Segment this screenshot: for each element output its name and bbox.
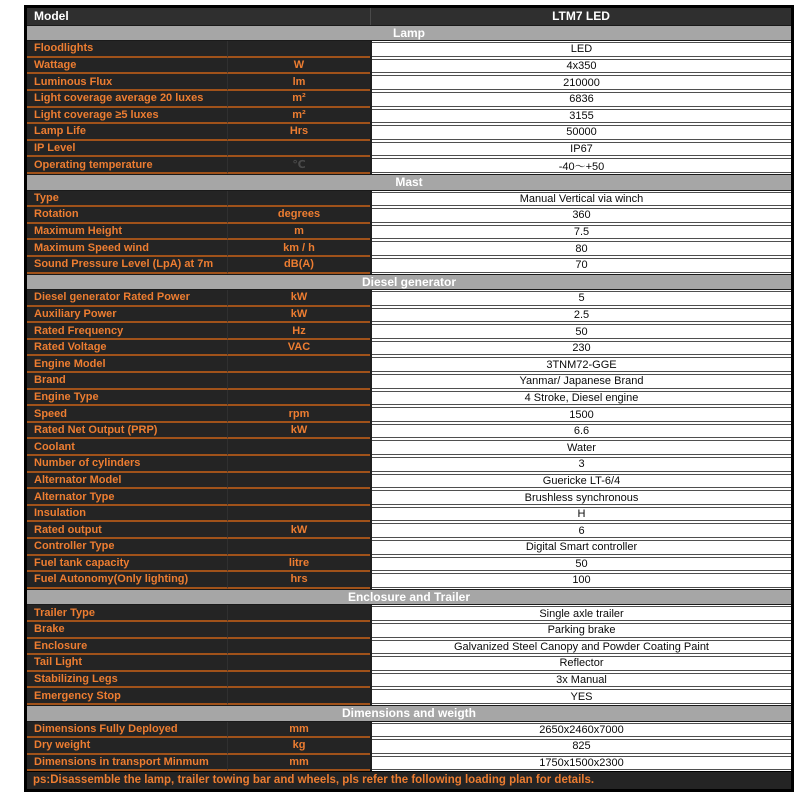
spec-value-cell <box>370 406 791 423</box>
spec-row <box>27 356 791 373</box>
spec-unit: W <box>227 58 370 75</box>
spec-value: Digital Smart controller <box>372 540 791 555</box>
spec-label: Fuel Autonomy(Only lighting) <box>27 572 227 589</box>
spec-value: 100 <box>372 573 791 588</box>
spec-value: 4 Stroke, Diesel engine <box>372 391 791 406</box>
spec-label: Rated output <box>27 522 227 539</box>
spec-row <box>27 406 791 423</box>
spec-value-cell <box>370 489 791 506</box>
spec-value-cell <box>370 340 791 357</box>
spec-unit: dB(A) <box>227 257 370 274</box>
section-header: Lamp <box>27 25 791 42</box>
spec-label: Diesel generator Rated Power <box>27 290 227 307</box>
spec-value-cell <box>370 572 791 589</box>
spec-value: 825 <box>372 739 791 754</box>
spec-value-cell <box>370 257 791 274</box>
spec-value: 50 <box>372 324 791 339</box>
spec-value: 1750x1500x2300 <box>372 756 791 771</box>
footnote: ps:Disassemble the lamp, trailer towing bar and wheels, pls refer the following loading plan for details. <box>27 771 791 788</box>
spec-label: Dimensions in transport Minmum <box>27 755 227 772</box>
spec-value: Reflector <box>372 656 791 671</box>
spec-value: 2.5 <box>372 308 791 323</box>
spec-unit <box>227 456 370 473</box>
spec-value: 6836 <box>372 92 791 107</box>
spec-label: Engine Model <box>27 356 227 373</box>
spec-label: Light coverage ≥5 luxes <box>27 108 227 125</box>
spec-label: Fuel tank capacity <box>27 556 227 573</box>
spec-label: Stabilizing Legs <box>27 672 227 689</box>
spec-row <box>27 755 791 772</box>
spec-value: 230 <box>372 341 791 356</box>
spec-label: Sound Pressure Level (LpA) at 7m <box>27 257 227 274</box>
spec-row <box>27 74 791 91</box>
spec-unit: mm <box>227 755 370 772</box>
spec-label: Brake <box>27 622 227 639</box>
spec-value: YES <box>372 689 791 704</box>
spec-value-cell <box>370 605 791 622</box>
spec-label: Speed <box>27 406 227 423</box>
spec-value: 210000 <box>372 75 791 90</box>
spec-unit: kW <box>227 307 370 324</box>
spec-row <box>27 738 791 755</box>
spec-label: Light coverage average 20 luxes <box>27 91 227 108</box>
spec-label: Enclosure <box>27 639 227 656</box>
spec-unit: km / h <box>227 240 370 257</box>
spec-value: -40～+50 <box>372 158 791 173</box>
model-row <box>27 8 791 25</box>
spec-value: 360 <box>372 208 791 223</box>
spec-table-body <box>27 25 791 772</box>
spec-value-cell <box>370 738 791 755</box>
spec-label: Operating temperature <box>27 157 227 174</box>
spec-unit: kW <box>227 423 370 440</box>
model-label: Model <box>34 9 69 24</box>
spec-row <box>27 157 791 174</box>
spec-value: 3155 <box>372 109 791 124</box>
spec-value: H <box>372 507 791 522</box>
spec-unit <box>227 41 370 58</box>
spec-label: Auxiliary Power <box>27 307 227 324</box>
spec-unit: m² <box>227 91 370 108</box>
spec-unit: ℃ <box>227 157 370 174</box>
spec-value: 50000 <box>372 125 791 140</box>
spec-unit <box>227 373 370 390</box>
spec-row <box>27 257 791 274</box>
spec-value-cell <box>370 522 791 539</box>
spec-value-cell <box>370 240 791 257</box>
spec-row <box>27 108 791 125</box>
spec-row <box>27 41 791 58</box>
spec-value-cell <box>370 473 791 490</box>
spec-value-cell <box>370 456 791 473</box>
section-header: Diesel generator <box>27 274 791 291</box>
spec-value: 4x350 <box>372 59 791 74</box>
spec-value-cell <box>370 124 791 141</box>
spec-value-cell <box>370 141 791 158</box>
spec-unit <box>227 439 370 456</box>
spec-row <box>27 622 791 639</box>
spec-value-cell <box>370 108 791 125</box>
spec-label: Dry weight <box>27 738 227 755</box>
spec-row <box>27 489 791 506</box>
spec-label: Maximum Height <box>27 224 227 241</box>
spec-label: Lamp Life <box>27 124 227 141</box>
spec-row <box>27 556 791 573</box>
spec-row <box>27 473 791 490</box>
spec-value-cell <box>370 639 791 656</box>
spec-unit: Hrs <box>227 124 370 141</box>
spec-unit: m <box>227 224 370 241</box>
spec-label: Maximum Speed wind <box>27 240 227 257</box>
spec-unit <box>227 390 370 407</box>
spec-unit <box>227 639 370 656</box>
spec-unit <box>227 506 370 523</box>
section-header: Dimensions and weigth <box>27 705 791 722</box>
spec-row <box>27 639 791 656</box>
spec-label: Type <box>27 191 227 208</box>
spec-row <box>27 124 791 141</box>
spec-value-cell <box>370 688 791 705</box>
spec-label: Tail Light <box>27 655 227 672</box>
spec-label: IP Level <box>27 141 227 158</box>
spec-row <box>27 522 791 539</box>
spec-label: Coolant <box>27 439 227 456</box>
model-value: LTM7 LED <box>370 8 791 25</box>
spec-value: 6 <box>372 523 791 538</box>
spec-value-cell <box>370 323 791 340</box>
spec-label: Luminous Flux <box>27 74 227 91</box>
spec-value-cell <box>370 373 791 390</box>
spec-value: Manual Vertical via winch <box>372 192 791 207</box>
spec-row <box>27 506 791 523</box>
spec-label: Dimensions Fully Deployed <box>27 722 227 739</box>
spec-value-cell <box>370 622 791 639</box>
spec-label: Controller Type <box>27 539 227 556</box>
spec-row <box>27 605 791 622</box>
spec-value-cell <box>370 356 791 373</box>
spec-row <box>27 688 791 705</box>
spec-value-cell <box>370 755 791 772</box>
spec-value: IP67 <box>372 142 791 157</box>
spec-value: 2650x2460x7000 <box>372 723 791 738</box>
spec-value: Yanmar/ Japanese Brand <box>372 374 791 389</box>
spec-label: Wattage <box>27 58 227 75</box>
spec-value: 5 <box>372 291 791 306</box>
spec-row <box>27 439 791 456</box>
spec-unit: rpm <box>227 406 370 423</box>
spec-value-cell <box>370 390 791 407</box>
spec-row <box>27 224 791 241</box>
spec-label: Rotation <box>27 207 227 224</box>
spec-unit <box>227 622 370 639</box>
spec-unit <box>227 489 370 506</box>
spec-unit: kW <box>227 522 370 539</box>
spec-unit: Hz <box>227 323 370 340</box>
spec-value-cell <box>370 539 791 556</box>
spec-value: 7.5 <box>372 225 791 240</box>
spec-unit <box>227 141 370 158</box>
spec-label: Rated Frequency <box>27 323 227 340</box>
spec-unit: kg <box>227 738 370 755</box>
spec-unit: degrees <box>227 207 370 224</box>
spec-unit: VAC <box>227 340 370 357</box>
spec-value-cell <box>370 423 791 440</box>
spec-row <box>27 323 791 340</box>
spec-unit <box>227 473 370 490</box>
spec-value: 50 <box>372 557 791 572</box>
spec-label: Floodlights <box>27 41 227 58</box>
spec-value: LED <box>372 42 791 57</box>
spec-row <box>27 141 791 158</box>
spec-row <box>27 539 791 556</box>
spec-unit: mm <box>227 722 370 739</box>
spec-sheet <box>24 5 794 792</box>
spec-value: 3TNM72-GGE <box>372 357 791 372</box>
spec-row <box>27 191 791 208</box>
spec-row <box>27 340 791 357</box>
spec-unit <box>227 672 370 689</box>
spec-label: Number of cylinders <box>27 456 227 473</box>
spec-value-cell <box>370 506 791 523</box>
spec-label: Brand <box>27 373 227 390</box>
section-header: Mast <box>27 174 791 191</box>
spec-unit <box>227 191 370 208</box>
spec-label: Emergency Stop <box>27 688 227 705</box>
spec-value: Brushless synchronous <box>372 490 791 505</box>
spec-row <box>27 572 791 589</box>
spec-row <box>27 58 791 75</box>
spec-row <box>27 373 791 390</box>
spec-unit: m² <box>227 108 370 125</box>
spec-value: 80 <box>372 241 791 256</box>
spec-value-cell <box>370 207 791 224</box>
spec-label: Engine Type <box>27 390 227 407</box>
spec-value-cell <box>370 672 791 689</box>
spec-value-cell <box>370 307 791 324</box>
spec-row <box>27 672 791 689</box>
spec-value-cell <box>370 91 791 108</box>
spec-value: 6.6 <box>372 424 791 439</box>
spec-value: Single axle trailer <box>372 606 791 621</box>
spec-value-cell <box>370 74 791 91</box>
spec-row <box>27 307 791 324</box>
spec-row <box>27 456 791 473</box>
spec-label: Rated Voltage <box>27 340 227 357</box>
spec-label: Alternator Model <box>27 473 227 490</box>
spec-value: 70 <box>372 258 791 273</box>
spec-value-cell <box>370 41 791 58</box>
spec-value: 3x Manual <box>372 673 791 688</box>
spec-value-cell <box>370 157 791 174</box>
spec-unit: kW <box>227 290 370 307</box>
spec-value: Water <box>372 440 791 455</box>
spec-label: Insulation <box>27 506 227 523</box>
spec-row <box>27 290 791 307</box>
spec-value-cell <box>370 439 791 456</box>
spec-value-cell <box>370 191 791 208</box>
spec-unit <box>227 356 370 373</box>
spec-row <box>27 240 791 257</box>
spec-label: Alternator Type <box>27 489 227 506</box>
spec-row <box>27 207 791 224</box>
spec-unit: litre <box>227 556 370 573</box>
spec-value: 3 <box>372 457 791 472</box>
spec-value: 1500 <box>372 407 791 422</box>
spec-value: Guericke LT-6/4 <box>372 474 791 489</box>
spec-value-cell <box>370 722 791 739</box>
spec-row <box>27 390 791 407</box>
spec-unit <box>227 605 370 622</box>
spec-value-cell <box>370 224 791 241</box>
spec-row <box>27 655 791 672</box>
spec-label: Rated Net Output (PRP) <box>27 423 227 440</box>
spec-unit <box>227 655 370 672</box>
spec-unit <box>227 688 370 705</box>
spec-value-cell <box>370 556 791 573</box>
spec-unit: hrs <box>227 572 370 589</box>
spec-row <box>27 722 791 739</box>
spec-value: Galvanized Steel Canopy and Powder Coating Paint <box>372 640 791 655</box>
spec-unit: lm <box>227 74 370 91</box>
spec-value-cell <box>370 290 791 307</box>
section-header: Enclosure and Trailer <box>27 589 791 606</box>
spec-row <box>27 423 791 440</box>
spec-value-cell <box>370 655 791 672</box>
spec-row <box>27 91 791 108</box>
spec-value-cell <box>370 58 791 75</box>
spec-value: Parking brake <box>372 623 791 638</box>
spec-label: Trailer Type <box>27 605 227 622</box>
spec-unit <box>227 539 370 556</box>
